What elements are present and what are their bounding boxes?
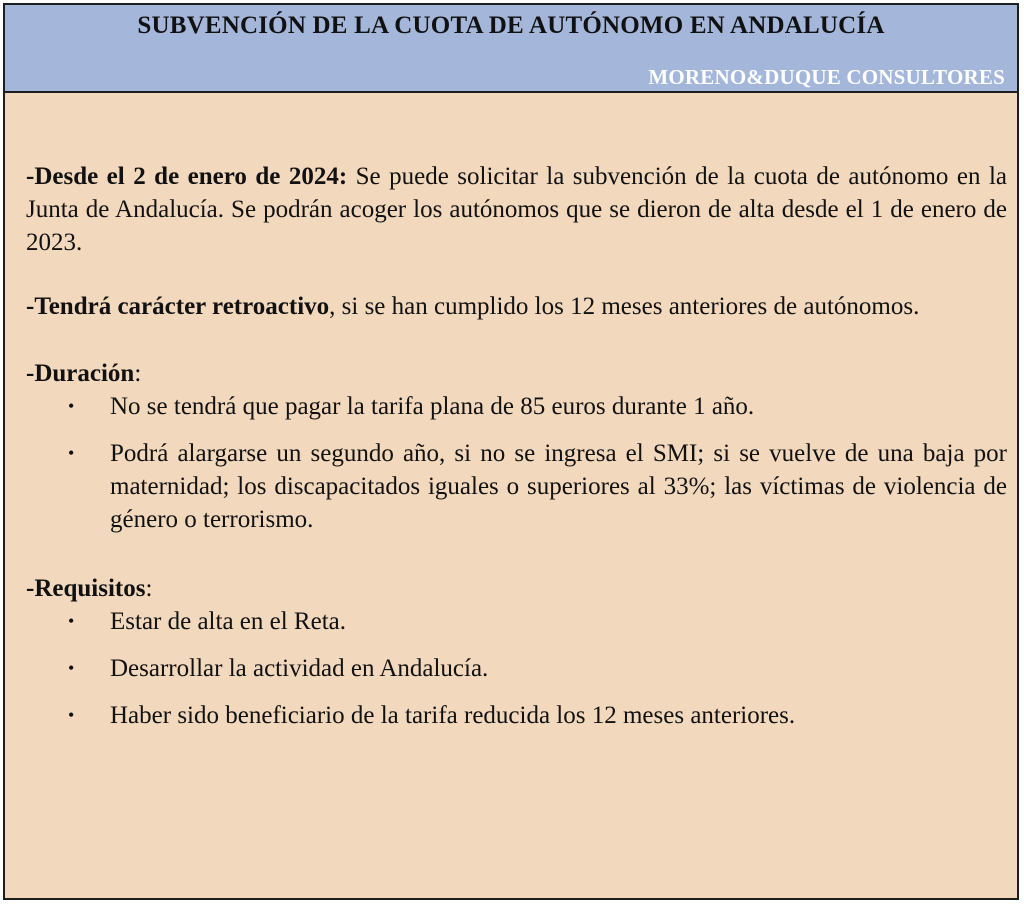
requisitos-label: -Requisitos xyxy=(26,575,146,602)
list-item-text: Desarrollar la actividad en Andalucía. xyxy=(110,655,489,682)
requisitos-list xyxy=(26,605,1007,732)
list-item xyxy=(26,699,1007,732)
list-item xyxy=(26,390,1007,423)
paragraph-start-date xyxy=(26,160,1007,259)
duracion-list xyxy=(26,390,1007,536)
duracion-label: -Duración xyxy=(26,360,135,387)
list-item-text: Estar de alta en el Reta. xyxy=(110,608,346,635)
duracion-heading xyxy=(26,357,1007,390)
bullet-icon: • xyxy=(68,658,75,678)
bullet-icon: • xyxy=(68,396,75,416)
start-date-label: -Desde el 2 de enero de 2024: xyxy=(26,163,348,190)
company-name: MORENO&DUQUE CONSULTORES xyxy=(648,65,1005,89)
requisitos-heading xyxy=(26,572,1007,605)
retroactive-label: -Tendrá carácter retroactivo xyxy=(26,293,330,320)
list-item xyxy=(26,652,1007,685)
bullet-icon: • xyxy=(68,705,75,725)
list-item-text: Haber sido beneficiario de la tarifa reducida los 12 meses anteriores. xyxy=(110,702,796,729)
list-item-text: No se tendrá que pagar la tarifa plana de 85 euros durante 1 año. xyxy=(110,393,755,420)
requisitos-colon: : xyxy=(145,575,153,602)
document-body xyxy=(26,160,1007,732)
header-band xyxy=(5,5,1017,93)
bullet-icon: • xyxy=(68,443,75,463)
list-item-text: Podrá alargarse un segundo año, si no se ingresa el SMI; si se vuelve de una baja por maternidad; los discapacitados iguales o superiores al 33%; las víctimas de violencia de género o terrorismo. xyxy=(110,440,1007,533)
retroactive-text: , si se han cumplido los 12 meses anteriores de autónomos. xyxy=(329,293,920,320)
document-card xyxy=(3,3,1019,900)
list-item xyxy=(26,605,1007,638)
paragraph-retroactive xyxy=(26,290,1007,323)
page-title: SUBVENCIÓN DE LA CUOTA DE AUTÓNOMO EN ANDALUCÍA xyxy=(137,12,885,39)
duracion-colon: : xyxy=(134,360,142,387)
start-date-text: Se puede solicitar la subvención de la cuota de autónomo en la Junta de Andalucía. Se podrán acoger los autónomos que se dieron de alta desde el 1 de enero de 2023. xyxy=(26,163,1007,256)
list-item xyxy=(26,437,1007,536)
bullet-icon: • xyxy=(68,611,75,631)
